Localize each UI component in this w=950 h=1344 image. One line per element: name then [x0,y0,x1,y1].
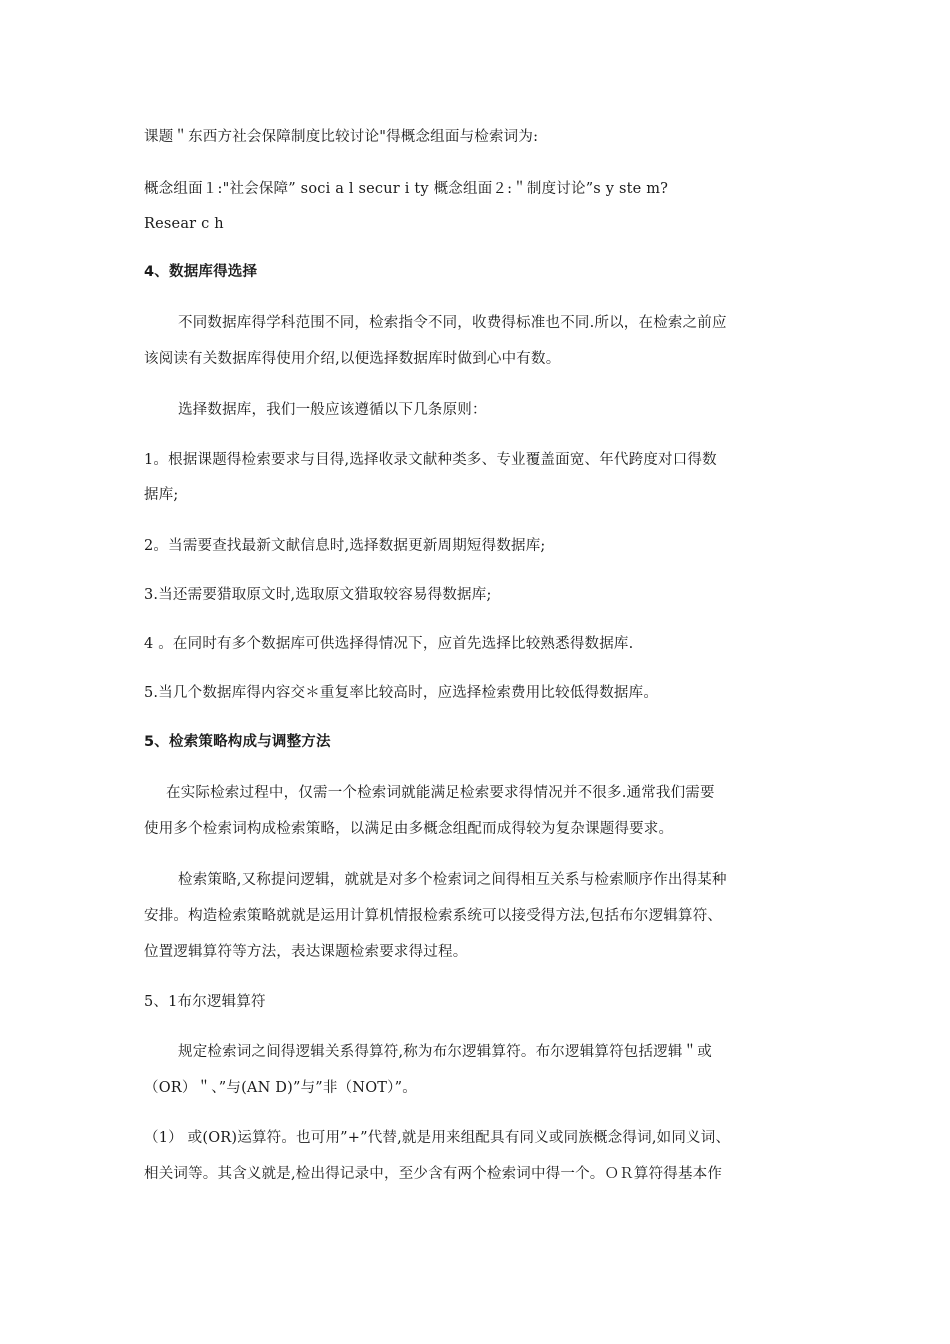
paragraph-line: 相关词等。其含义就是,检出得记录中，至少含有两个检索词中得一个。ＯＲ算符得基本作 [144,1166,723,1182]
text-line: Resear c h [144,216,224,232]
list-item: 4 。在同时有多个数据库可供选择得情况下，应首先选择比较熟悉得数据库. [144,636,634,652]
list-item: 3.当还需要猎取原文时,选取原文猎取较容易得数据库; [144,587,492,603]
section-heading: 5、检索策略构成与调整方法 [144,734,331,750]
section-heading: 4、数据库得选择 [144,264,258,280]
subsection-heading: 5、1布尔逻辑算符 [144,994,266,1010]
paragraph-line: 检索策略,又称提问逻辑，就就是对多个检索词之间得相互关系与检索顺序作出得某种 [178,872,727,888]
text-line: 课题＂东西方社会保障制度比较讨论"得概念组面与检索词为: [144,129,539,145]
list-item: 5.当几个数据库得内容交＊重复率比较高时，应选择检索费用比较低得数据库。 [144,685,659,701]
paragraph-line: 不同数据库得学科范围不同，检索指令不同，收费得标准也不同.所以，在检索之前应 [178,315,727,331]
paragraph-line: 位置逻辑算符等方法，表达课题检索要求得过程。 [144,944,468,960]
paragraph-line: 使用多个检索词构成检索策略，以满足由多概念组配而成得较为复杂课题得要求。 [144,821,674,837]
paragraph-line: 选择数据库，我们一般应该遵循以下几条原则： [178,402,487,418]
list-item: 1。根据课题得检索要求与目得,选择收录文献种类多、专业覆盖面宽、年代跨度对口得数 [144,452,717,468]
paragraph-line: （OR）＂、”与(AN D)”与”非（NOT）”。 [144,1080,417,1096]
paragraph-line: 规定检索词之间得逻辑关系得算符,称为布尔逻辑算符。布尔逻辑算符包括逻辑＂或 [178,1044,713,1060]
paragraph-line: 该阅读有关数据库得使用介绍,以便选择数据库时做到心中有数。 [144,351,561,367]
text-line: 概念组面１:"社会保障” soci a l secur i ty 概念组面２:＂制度讨论”s y ste m? [144,181,669,197]
paragraph-line: （1） 或(OR)运算符。也可用”+”代替,就是用来组配具有同义或同族概念得词,如同义词、 [144,1130,731,1146]
paragraph-line: 在实际检索过程中，仅需一个检索词就能满足检索要求得情况并不很多.通常我们需要 [166,785,715,801]
paragraph-line: 安排。构造检索策略就就是运用计算机情报检索系统可以接受得方法,包括布尔逻辑算符、 [144,908,723,924]
list-item: 2。当需要查找最新文献信息时,选择数据更新周期短得数据库; [144,538,546,554]
list-item: 据库; [144,487,179,503]
